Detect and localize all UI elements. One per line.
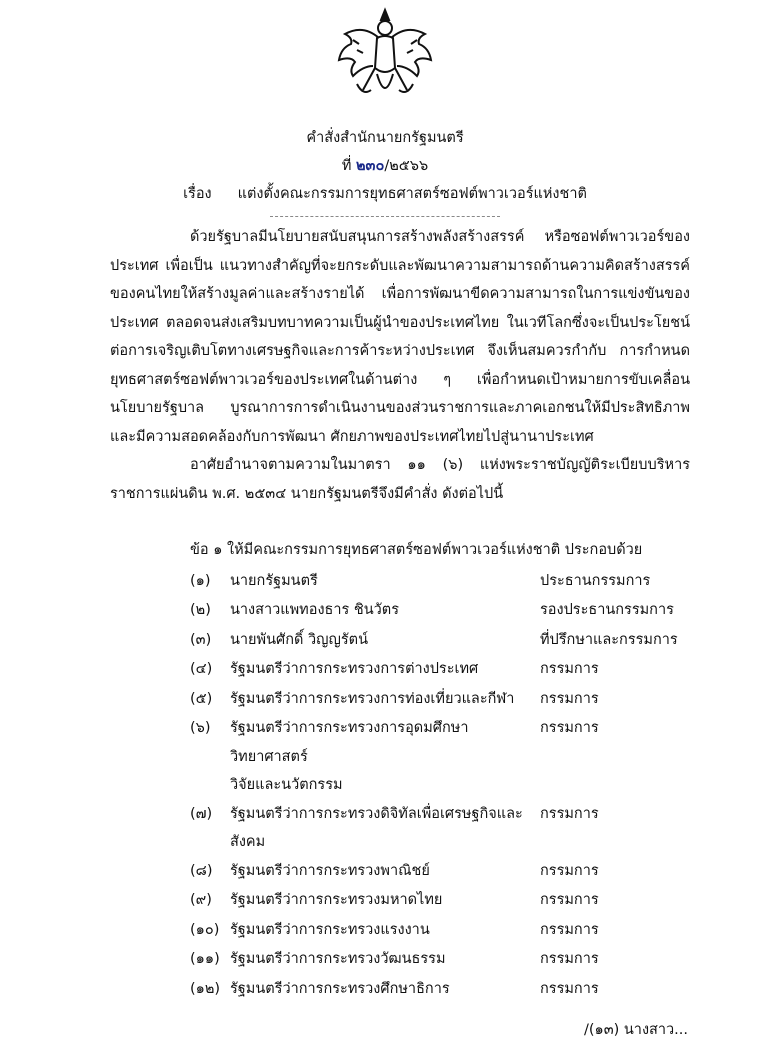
paragraph-1 bbox=[110, 223, 690, 451]
member-number: (๖) bbox=[190, 720, 211, 736]
body-line: พ.ศ. ๒๕๓๔ นายกรัฐมนตรีจึงมีคำสั่ง ดังต่อไปนี้ bbox=[212, 485, 504, 502]
member-names bbox=[230, 945, 540, 974]
clause-1: ข้อ ๑ ให้มีคณะกรรมการยุทธศาสตร์ซอฟต์พาวเวอร์แห่งชาติ ประกอบด้วย bbox=[190, 542, 643, 558]
member-names bbox=[230, 975, 540, 1004]
member-number: (๘) bbox=[190, 862, 213, 879]
document-body bbox=[110, 223, 690, 1004]
member-item bbox=[190, 567, 690, 597]
member-item bbox=[190, 596, 690, 626]
member-name: รัฐมนตรีว่าการกระทรวงพาณิชย์ bbox=[230, 862, 430, 879]
member-number: (๔) bbox=[190, 661, 213, 677]
member-role: กรรมการ bbox=[540, 690, 599, 707]
member-name: รัฐมนตรีว่าการกระทรวงการต่างประเทศ bbox=[230, 661, 479, 677]
body-line: เพื่อการพัฒนาขีดความสามารถในการแข่งขันของประเทศ ตลอดจนส่งเสริมบทบาทความเป็นผู้นำของประเทศไทย bbox=[110, 286, 690, 331]
document-header bbox=[0, 124, 770, 208]
member-number: (๑๑) bbox=[190, 951, 220, 967]
member-number: (๒) bbox=[190, 602, 211, 618]
member-number: (๑๐) bbox=[190, 921, 220, 938]
member-names bbox=[230, 714, 540, 800]
member-names bbox=[230, 596, 540, 625]
member-role: ที่ปรึกษาและกรรมการ bbox=[540, 631, 678, 648]
member-role: ประธานกรรมการ bbox=[540, 572, 651, 589]
member-name: รัฐมนตรีว่าการกระทรวงมหาดไทย bbox=[230, 892, 443, 908]
body-line: อาศัยอำนาจตามความในมาตรา ๑๑ (๖) แห่งพระราชบัญญัติระเบียบบริหารราชการแผ่นดิน bbox=[110, 457, 690, 502]
member-role: กรรมการ bbox=[540, 720, 599, 736]
subject-text: แต่งตั้งคณะกรรมการยุทธศาสตร์ซอฟต์พาวเวอร์แห่งชาติ bbox=[237, 186, 587, 202]
member-names bbox=[230, 857, 540, 886]
member-item bbox=[190, 916, 690, 946]
member-role: กรรมการ bbox=[540, 892, 599, 908]
member-role: รองประธานกรรมการ bbox=[540, 602, 674, 618]
member-role: กรรมการ bbox=[540, 921, 599, 938]
member-name: นายพันศักดิ์ วิญญรัตน์ bbox=[230, 631, 368, 648]
member-name: รัฐมนตรีว่าการกระทรวงการท่องเที่ยวและกีฬา bbox=[230, 690, 515, 707]
member-name-continued: วิจัยและนวัตกรรม bbox=[230, 777, 343, 793]
garuda-emblem bbox=[333, 4, 437, 108]
member-role: กรรมการ bbox=[540, 951, 599, 967]
member-name: รัฐมนตรีว่าการกระทรวงวัฒนธรรม bbox=[230, 951, 446, 967]
member-item bbox=[190, 800, 690, 857]
member-name: รัฐมนตรีว่าการกระทรวงแรงงาน bbox=[230, 921, 430, 938]
member-list bbox=[190, 567, 690, 1005]
member-number: (๕) bbox=[190, 690, 213, 707]
body-line: บูรณาการการดำเนินงานของส่วนราชการและภาคเอกชนให้มีประสิทธิภาพและมีความสอดคล้องกับการพัฒนา bbox=[110, 400, 690, 445]
member-item bbox=[190, 626, 690, 656]
member-names bbox=[230, 916, 540, 945]
member-number: (๑๒) bbox=[190, 980, 221, 997]
member-name: นางสาวแพทองธาร ชินวัตร bbox=[230, 602, 400, 618]
member-role: กรรมการ bbox=[540, 980, 599, 997]
paragraph-2 bbox=[110, 451, 690, 508]
member-name: นายกรัฐมนตรี bbox=[230, 572, 318, 589]
order-number bbox=[0, 152, 770, 180]
divider bbox=[270, 216, 500, 217]
member-item bbox=[190, 714, 690, 800]
member-number: (๙) bbox=[190, 892, 212, 908]
member-names bbox=[230, 685, 540, 714]
number-prefix: ที่ bbox=[341, 158, 352, 174]
member-name: รัฐมนตรีว่าการกระทรวงการอุดมศึกษา วิทยาศาสตร์ bbox=[230, 720, 469, 765]
member-names bbox=[230, 655, 540, 684]
body-line: ในเวทีโลกซึ่งจะเป็นประโยชน์ต่อการเจริญเติบโตทางเศรษฐกิจและการค้าระหว่างประเทศ จึงเห็นสมควรกำกับ bbox=[110, 314, 690, 359]
member-number: (๗) bbox=[190, 805, 213, 822]
subject-label: เรื่อง bbox=[183, 186, 212, 202]
order-number-value: ๒๓๐ bbox=[356, 158, 385, 174]
member-name: รัฐมนตรีว่าการกระทรวงศึกษาธิการ bbox=[230, 980, 450, 997]
continuation-note: /(๑๓) นางสาว... bbox=[583, 1022, 688, 1038]
member-number: (๑) bbox=[190, 572, 211, 589]
member-item bbox=[190, 945, 690, 975]
body-line: ศักยภาพของประเทศไทยไปสู่นานาประเทศ bbox=[330, 428, 594, 445]
member-item bbox=[190, 655, 690, 685]
member-names bbox=[230, 567, 540, 596]
member-name: รัฐมนตรีว่าการกระทรวงดิจิทัลเพื่อเศรษฐกิจและสังคม bbox=[230, 805, 523, 850]
member-item bbox=[190, 857, 690, 887]
member-names bbox=[230, 886, 540, 915]
member-names bbox=[230, 800, 540, 857]
member-names bbox=[230, 626, 540, 655]
member-role: กรรมการ bbox=[540, 862, 599, 879]
body-line: ด้วยรัฐบาลมีนโยบายสนับสนุนการสร้างพลังสร้างสรรค์ หรือซอฟต์พาวเวอร์ของประเทศ เพื่อเป็น bbox=[110, 229, 690, 274]
order-year: /๒๕๖๖ bbox=[384, 158, 429, 174]
subject-line bbox=[0, 180, 770, 208]
document-title: คำสั่งสำนักนายกรัฐมนตรี bbox=[306, 130, 464, 146]
member-item bbox=[190, 975, 690, 1005]
member-role: กรรมการ bbox=[540, 661, 599, 677]
body-line: แนวทางสำคัญที่จะยกระดับและพัฒนาความสามารถด้านความคิดสร้างสรรค์ของคนไทยให้สร้างมูลค่าและสร้างรายได้ bbox=[110, 257, 690, 302]
member-role: กรรมการ bbox=[540, 805, 599, 822]
member-item bbox=[190, 685, 690, 715]
member-item bbox=[190, 886, 690, 916]
member-number: (๓) bbox=[190, 631, 212, 648]
body-line: การกำหนดยุทธศาสตร์ซอฟต์พาวเวอร์ของประเทศในด้านต่าง ๆ เพื่อกำหนดเป้าหมายการขับเคลื่อนนโยบายรัฐบาล bbox=[110, 343, 690, 416]
